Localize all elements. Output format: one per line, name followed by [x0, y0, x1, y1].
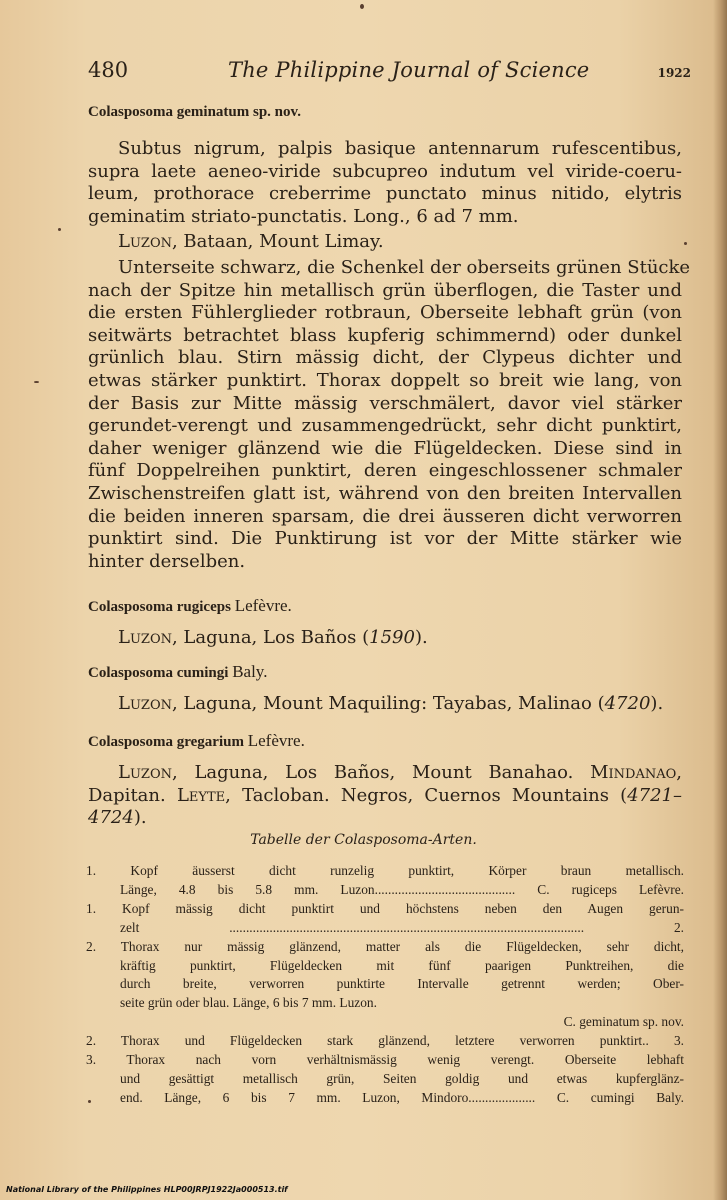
text-line: gerundet-verengt und zusammengedrückt, sehr dicht punktirt,: [88, 415, 682, 437]
specimen-number: 4720: [604, 693, 651, 714]
locality-island: Luzon: [118, 693, 172, 714]
key-entry-species: C. geminatum sp. nov.: [563, 1014, 684, 1030]
scan-speck: [34, 381, 39, 383]
locality-gregarium: [88, 762, 682, 830]
text-line: hinter derselben.: [88, 550, 246, 572]
header-year: 1922: [657, 66, 691, 80]
species-author: Lefèvre.: [234, 596, 292, 615]
scan-speck: [360, 4, 364, 9]
text-line: die beiden inneren sparsam, die drei äusseren dicht verworren: [88, 505, 682, 527]
locality-island: Luzon: [118, 231, 172, 252]
key-entry: seite grün oder blau. Länge, 6 bis 7 mm. Luzon.: [120, 995, 377, 1011]
text-line: etwas stärker punktirt. Thorax doppelt so breit wie lang, von: [88, 369, 682, 391]
latin-description: [88, 138, 682, 228]
species-heading-cumingi: Colasposoma cumingi Baly.: [88, 662, 268, 681]
species-heading-gregarium: Colasposoma gregarium Lefèvre.: [88, 731, 305, 750]
text-line: grünlich blau. Stirn mässig dicht, der Clypeus dichter und: [88, 347, 682, 369]
species-heading-geminatum: Colasposoma geminatum sp. nov.: [88, 104, 301, 120]
text-line: Luzon, Laguna, Los Baños, Mount Banahao. Mindanao,: [118, 762, 682, 783]
text-line: daher weniger glänzend wie die Flügeldecken. Diese sind in: [88, 437, 682, 459]
text-line: Unterseite schwarz, die Schenkel der oberseits grünen Stücke: [118, 257, 691, 278]
scan-footer: National Library of the Philippines HLP00JRPJ1922Ja000513.tif: [6, 1185, 288, 1194]
locality-detail: , Laguna, Mount Maquiling: Tayabas, Malinao (: [171, 693, 605, 714]
specimen-number: 1590: [369, 627, 415, 648]
text-line: 4724).: [88, 807, 147, 829]
key-entry: kräftig punktirt, Flügeldecken mit fünf paarigen Punktreihen, die: [120, 957, 684, 973]
table-caption: Tabelle der Colasposoma-Arten.: [250, 832, 477, 848]
scan-speck: [58, 228, 61, 231]
species-heading-rugiceps: Colasposoma rugiceps Lefèvre.: [88, 596, 292, 615]
key-entry: und gesättigt metallisch grün, Seiten goldig und etwas kupferglänz-: [120, 1070, 684, 1086]
locality-island: Luzon: [118, 627, 172, 648]
locality-detail: , Bataan, Mount Limay.: [171, 231, 384, 252]
text-line: punktirt sind. Die Punktirung ist vor der Mitte stärker wie: [88, 528, 682, 550]
german-description: [88, 257, 691, 573]
scan-speck: [684, 242, 687, 245]
locality-rugiceps: Luzon, Laguna, Los Baños (1590).: [88, 627, 682, 650]
key-entry: 1. Kopf mässig dicht punktirt und höchstens neben den Augen gerun-: [86, 900, 684, 916]
key-entry: 2. Thorax und Flügeldecken stark glänzend, letztere verworren punktirt.. 3.: [86, 1033, 684, 1049]
text-line: Zwischenstreifen glatt ist, während von den breiten Intervallen: [88, 482, 682, 504]
text-line: supra laete aeneo-viride subcupreo indutum vel viride-coeru-: [88, 160, 682, 182]
text-line: geminatim striato-punctatis. Long., 6 ad 7 mm.: [88, 205, 519, 227]
text-line: fünf Doppelreihen punktirt, deren eingeschlossener schmaler: [88, 460, 682, 482]
locality-detail: , Laguna, Los Baños (: [171, 627, 370, 648]
key-entry: durch breite, verworren punktirte Intervalle getrennt werden; Ober-: [120, 976, 684, 992]
text-line: Dapitan. Leyte, Tacloban. Negros, Cuernos Mountains (4721–: [88, 784, 682, 806]
key-entry: 3. Thorax nach vorn verhältnismässig wenig verengt. Oberseite lebhaft: [86, 1052, 684, 1068]
key-entry: 2. Thorax nur mässig glänzend, matter als die Flügeldecken, sehr dicht,: [86, 938, 684, 954]
scan-speck: [88, 1100, 91, 1103]
locality-cumingi: Luzon, Laguna, Mount Maquiling: Tayabas, Malinao (4720).: [88, 693, 682, 716]
text-line: leum, prothorace creberrime punctato minus nitido, elytris: [88, 183, 682, 205]
key-entry: Länge, 4.8 bis 5.8 mm. Luzon.......................................... C. rugiceps Lefèvre.: [120, 881, 684, 897]
identification-key: [86, 862, 684, 1108]
running-title: The Philippine Journal of Science: [228, 58, 590, 82]
text-line: die ersten Fühlerglieder rotbraun, Oberseite lebhaft grün (von: [88, 302, 682, 324]
page-edge-shadow: [713, 0, 727, 1200]
locality-geminatum: [88, 231, 682, 254]
key-entry: 1. Kopf äusserst dicht runzelig punktirt, Körper braun metallisch.: [86, 863, 684, 878]
species-author: Lefèvre.: [247, 731, 305, 750]
text-line: der Basis zur Mitte mässig verschmälert, davor viel stärker: [88, 392, 682, 414]
species-author: Baly.: [232, 662, 268, 681]
page-number: 480: [88, 58, 129, 82]
text-line: Subtus nigrum, palpis basique antennarum rufescentibus,: [118, 138, 682, 159]
running-header: [88, 58, 691, 88]
text-line: nach der Spitze hin metallisch grün überflogen, die Taster und: [88, 279, 682, 301]
key-entry: end. Länge, 6 bis 7 mm. Luzon, Mindoro.................... C. cumingi Baly.: [120, 1089, 684, 1105]
key-entry: zelt .......................................................................................................... 2.: [120, 919, 684, 935]
text-line: seitwärts betrachtet blass kupferig schimmernd) oder dunkel: [88, 324, 682, 346]
